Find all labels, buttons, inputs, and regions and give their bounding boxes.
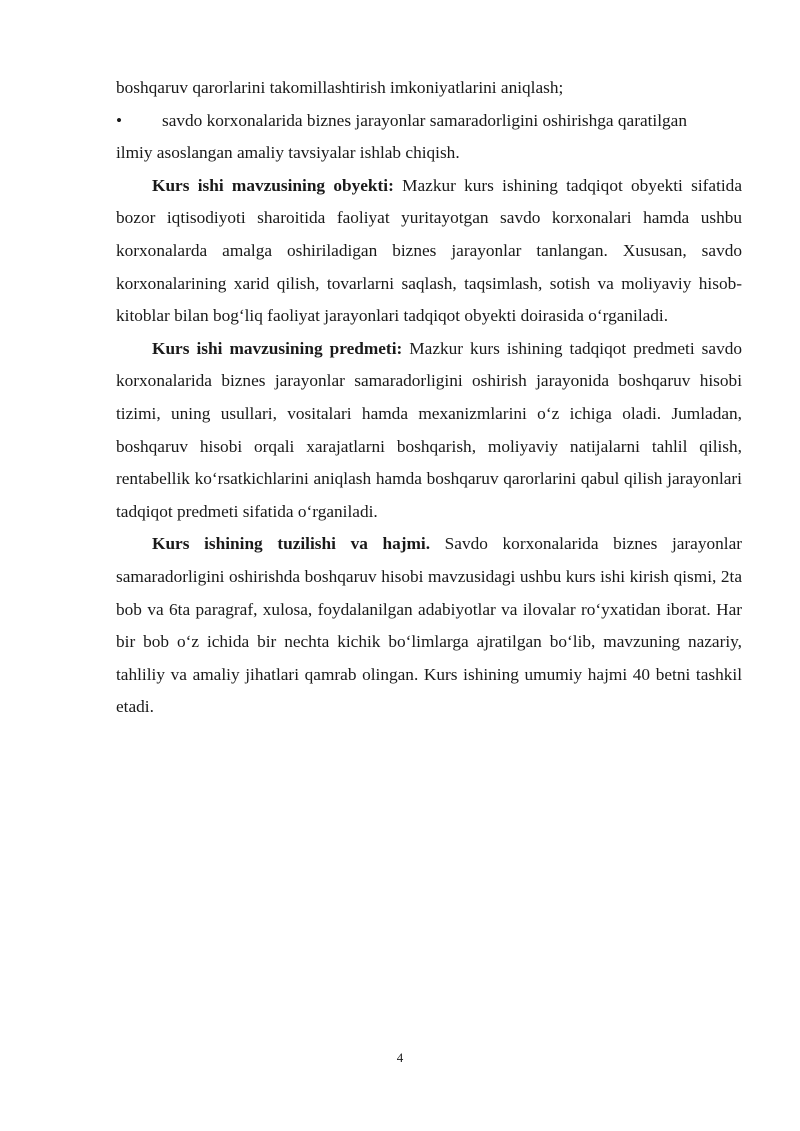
section-structure-body: Savdo korxonalarida biznes jarayonlar samaradorligini oshirishda boshqaruv hisobi mavzusidagi ushbu kurs ishi kirish qismi, 2ta bob va 6ta paragraf, xulosa, foydalanilgan adabiyotlar va ilovalar ro‘yxatidan iborat. Har bir bob o‘z ichida bir nechta kichik bo‘limlarga ajratilgan bo‘lib, mavzuning nazariy, tahliliy va amaliy jihatlari qamrab olingan. Kurs ishining umumiy hajmi 40 betni tashkil etadi. — [116, 534, 742, 717]
bullet-item — [116, 105, 742, 138]
section-object-body: Mazkur kurs ishining tadqiqot obyekti sifatida bozor iqtisodiyoti sharoitida faoliyat yuritayotgan savdo korxonalari hamda ushbu korxonalarda amalga oshiriladigan biznes jarayonlar tanlangan. Xususan, savdo korxonalarining xarid qilish, tovarlarni saqlash, taqsimlash, sotish va moliyaviy hisob-kitoblar bilan bog‘liq faoliyat jarayonlari tadqiqot obyekti doirasida o‘rganiladi. — [116, 175, 742, 326]
bullet-text-continuation: ilmiy asoslangan amaliy tavsiyalar ishlab chiqish. — [116, 143, 460, 163]
continuation-paragraph: boshqaruv qarorlarini takomillashtirish imkoniyatlarini aniqlash; — [116, 78, 564, 97]
bullet-text-first-line: savdo korxonalarida biznes jarayonlar samaradorligini oshirishga qaratilgan — [162, 110, 687, 130]
document-body — [116, 72, 742, 724]
page-number: 4 — [396, 1050, 404, 1065]
section-subject-body: Mazkur kurs ishining tadqiqot predmeti savdo korxonalarida biznes jarayonlar samaradorligini oshirish jarayonida boshqaruv hisobi tizimi, uning usullari, vositalari hamda mexanizmlarini o‘z ichiga oladi. Jumladan, boshqaruv hisobi orqali xarajatlarni boshqarish, moliyaviy natijalarni tahlil qilish, rentabellik ko‘rsatkichlarini aniqlash hamda boshqaruv qarorlarini qabul qilish jarayonlari tadqiqot predmeti sifatida o‘rganiladi. — [116, 338, 742, 521]
section-object-heading: Kurs ishi mavzusining obyekti: — [152, 175, 394, 195]
section-structure-paragraph — [116, 528, 742, 724]
section-subject-heading: Kurs ishi mavzusining predmeti: — [152, 338, 403, 358]
section-object-paragraph — [116, 170, 742, 333]
section-subject-paragraph — [116, 333, 742, 529]
bullet-icon: • — [116, 110, 123, 130]
section-structure-heading: Kurs ishining tuzilishi va hajmi. — [152, 534, 431, 554]
